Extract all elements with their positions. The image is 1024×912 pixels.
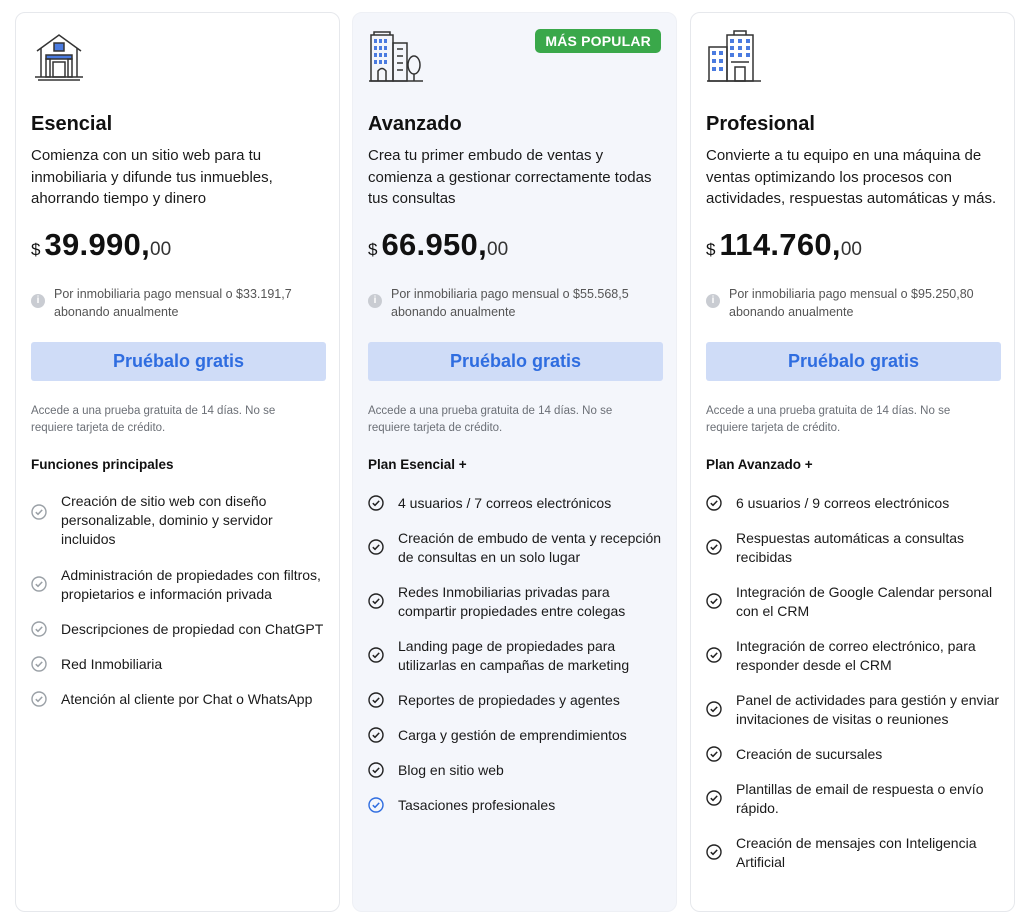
feature-text: Creación de sucursales [736,746,883,762]
check-circle-icon [706,495,722,511]
price-note-text: Por inmobiliaria pago mensual o $33.191,7 abonando anualmente [54,287,292,319]
feature-text: Redes Inmobiliarias privadas para compartir propiedades entre colegas [398,584,626,619]
plan-price [706,227,862,263]
feature-text: Tasaciones profesionales [398,797,556,813]
feature-text: Reportes de propiedades y agentes [398,692,620,708]
info-icon: i [706,294,720,308]
trial-note: Accede a una prueba gratuita de 14 días. No se requiere tarjeta de crédito. [706,405,951,434]
features-title: Funciones principales [31,457,174,472]
feature-item [706,691,1006,731]
trial-note: Accede a una prueba gratuita de 14 días. No se requiere tarjeta de crédito. [31,405,276,434]
check-circle-icon [706,593,722,609]
check-circle-icon [368,762,384,778]
feature-text: Carga y gestión de emprendimientos [398,727,627,743]
most-popular-badge: MÁS POPULAR [535,29,661,53]
plan-description: Comienza con un sitio web para tu inmobiliaria y difunde tus inmuebles, ahorrando tiempo y dinero [31,147,273,207]
check-circle-icon [368,797,384,813]
plan-card-esencial [15,12,340,912]
check-circle-icon [368,539,384,555]
check-circle-icon [706,746,722,762]
plan-title: Profesional [706,113,815,135]
feature-item [368,761,668,781]
plan-price [31,227,171,263]
price-integer: 39.990, [44,227,150,262]
feature-item [31,690,331,710]
check-circle-icon [706,844,722,860]
check-circle-icon [706,790,722,806]
check-circle-icon [368,692,384,708]
price-integer: 66.950, [381,227,487,262]
feature-text: Creación de embudo de venta y recepción de consultas en un solo lugar [398,530,662,565]
price-decimals: 00 [487,239,509,260]
plan-description: Convierte a tu equipo en una máquina de ventas optimizando los procesos con actividades, respuestas automáticas y más. [706,147,997,207]
plan-title: Esencial [31,113,113,135]
feature-item [368,494,668,514]
feature-item [31,655,331,675]
feature-item [706,637,1006,677]
check-circle-icon [368,593,384,609]
office-buildings-icon [707,29,761,83]
plan-title: Avanzado [368,113,462,135]
price-note-text: Por inmobiliaria pago mensual o $95.250,80 abonando anualmente [729,287,974,319]
feature-item [706,745,1006,765]
feature-text: Integración de Google Calendar personal con el CRM [736,584,993,619]
feature-item [706,834,1006,874]
feature-item [368,691,668,711]
plan-card-profesional [690,12,1015,912]
feature-item [31,620,331,640]
price-currency: $ [706,240,716,259]
info-icon: i [31,294,45,308]
plan-price [368,227,508,263]
feature-item [706,583,1006,623]
check-circle-icon [368,647,384,663]
price-currency: $ [31,240,41,259]
feature-text: Plantillas de email de respuesta o envío rápido. [736,781,984,816]
price-integer: 114.760, [719,227,841,262]
feature-text: Integración de correo electrónico, para responder desde el CRM [736,638,976,673]
feature-text: Administración de propiedades con filtros, propietarios e información privada [61,567,321,602]
features-title: Plan Esencial + [368,457,467,472]
price-note-text: Por inmobiliaria pago mensual o $55.568,5 abonando anualmente [391,287,629,319]
feature-text: 4 usuarios / 7 correos electrónicos [398,495,612,511]
trial-note: Accede a una prueba gratuita de 14 días. No se requiere tarjeta de crédito. [368,405,613,434]
feature-item [706,494,1006,514]
feature-item [368,529,668,569]
check-circle-icon [368,495,384,511]
check-circle-icon [31,504,47,520]
check-circle-icon [31,576,47,592]
feature-text: Creación de sitio web con diseño personalizable, dominio y servidor incluidos [61,493,273,547]
price-decimals: 00 [840,239,862,260]
price-currency: $ [368,240,378,259]
check-circle-icon [31,656,47,672]
price-decimals: 00 [150,239,172,260]
feature-text: 6 usuarios / 9 correos electrónicos [736,495,950,511]
feature-text: Red Inmobiliaria [61,656,163,672]
info-icon: i [368,294,382,308]
feature-text: Respuestas automáticas a consultas recibidas [736,530,965,565]
try-free-button[interactable]: Pruébalo gratis [31,342,326,381]
feature-text: Landing page de propiedades para utilizarlas en campañas de marketing [398,638,630,673]
buildings-icon [369,29,423,83]
features-title: Plan Avanzado + [706,457,813,472]
feature-text: Descripciones de propiedad con ChatGPT [61,621,324,637]
check-circle-icon [706,701,722,717]
house-icon [32,29,86,83]
feature-text: Panel de actividades para gestión y enviar invitaciones de visitas o reuniones [736,692,1000,727]
feature-text: Creación de mensajes con Inteligencia Artificial [736,835,977,870]
try-free-button[interactable]: Pruébalo gratis [368,342,663,381]
check-circle-icon [31,691,47,707]
feature-item [706,529,1006,569]
feature-text: Blog en sitio web [398,762,504,778]
feature-item [368,796,668,816]
check-circle-icon [368,727,384,743]
feature-item [368,583,668,623]
feature-item [31,492,331,547]
try-free-button[interactable]: Pruébalo gratis [706,342,1001,381]
check-circle-icon [706,539,722,555]
check-circle-icon [31,621,47,637]
check-circle-icon [706,647,722,663]
plan-card-avanzado [352,12,677,912]
feature-item [706,780,1006,820]
feature-item [368,726,668,746]
feature-item [368,637,668,677]
feature-text: Atención al cliente por Chat o WhatsApp [61,691,313,707]
plan-description: Crea tu primer embudo de ventas y comienza a gestionar correctamente todas tus consultas [368,147,652,207]
feature-item [31,566,331,606]
